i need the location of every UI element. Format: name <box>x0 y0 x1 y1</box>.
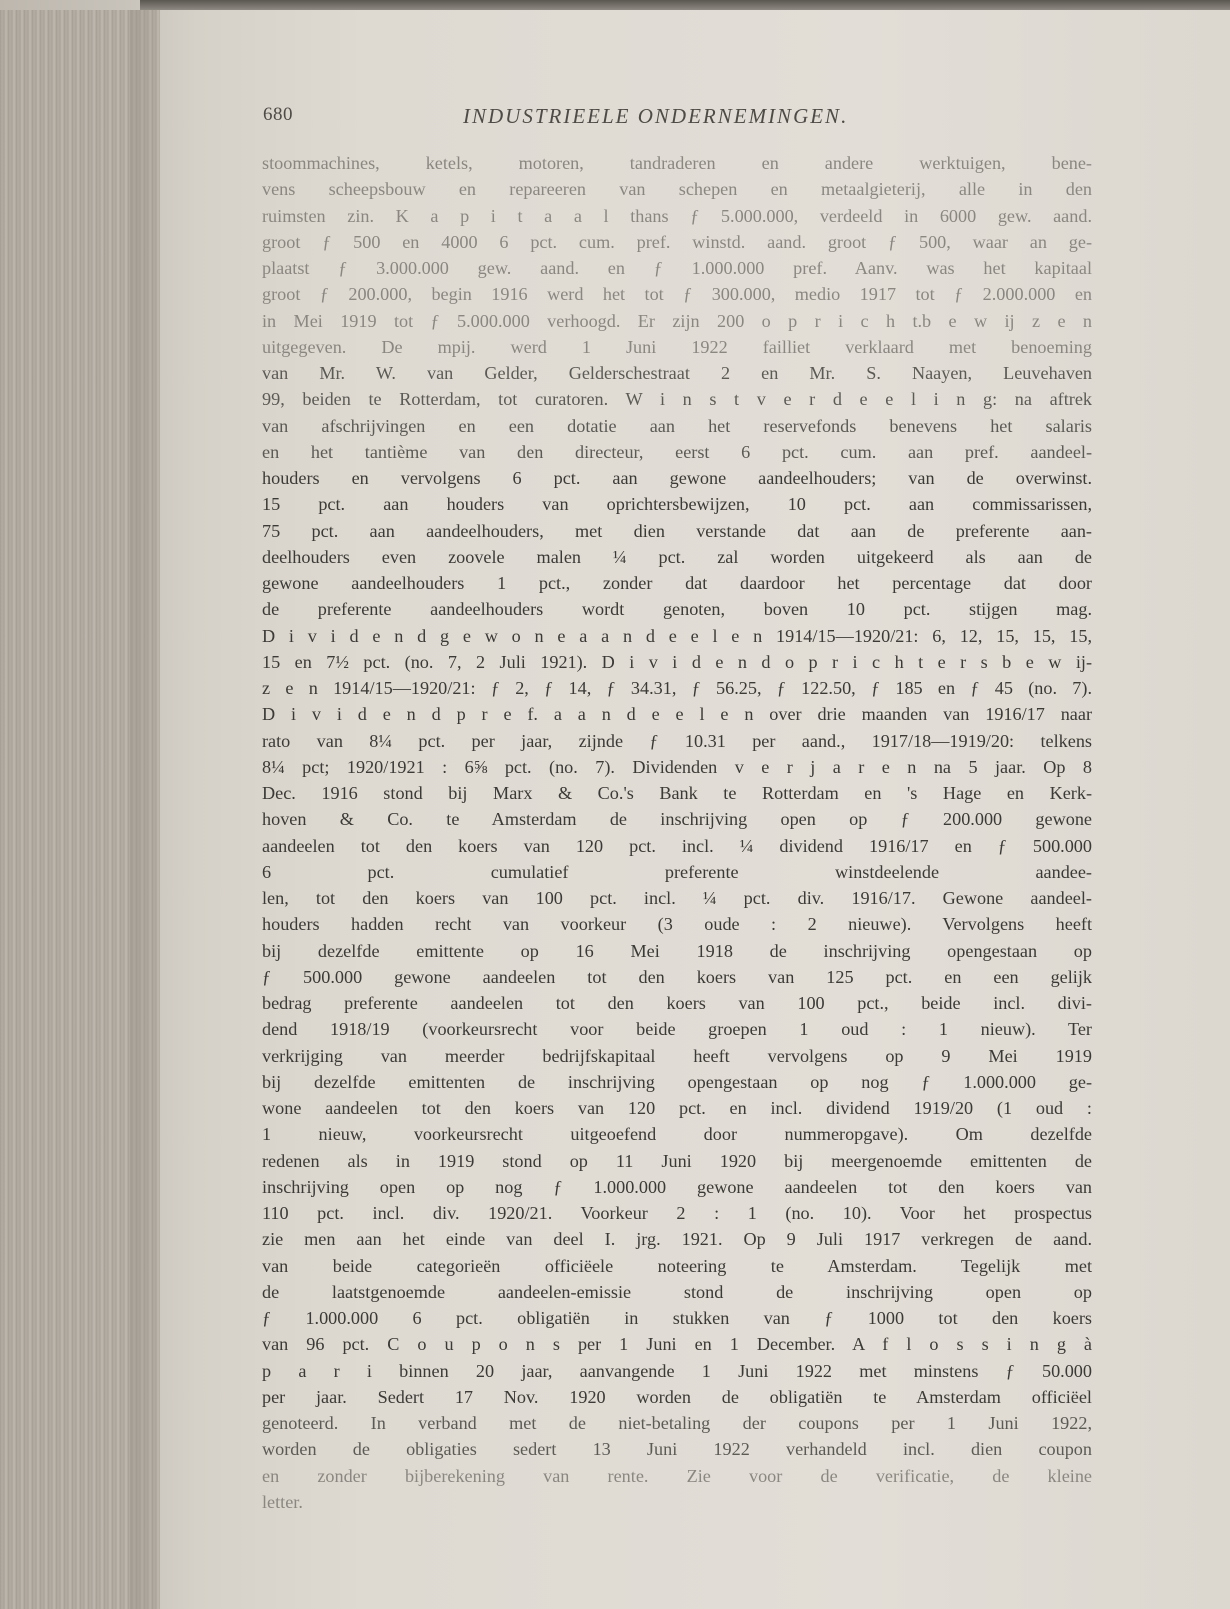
text-line: houders hadden recht van voorkeur (3 oude : 2 nieuwe). Vervolgens heeft <box>262 914 1092 935</box>
running-head <box>263 104 1083 134</box>
scan-top-border <box>140 0 1230 10</box>
text-line: van beide categorieën officiëele noteering te Amsterdam. Tegelijk met <box>262 1255 1092 1276</box>
text-line: zie men aan het einde van deel I. jrg. 1921. Op 9 Juli 1917 verkregen de aand. <box>262 1229 1092 1250</box>
text-line: p a r i binnen 20 jaar, aanvangende 1 Juni 1922 met minstens ƒ 50.000 <box>262 1360 1092 1381</box>
text-line: bedrag preferente aandeelen tot den koers van 100 pct., beide incl. divi- <box>262 993 1092 1013</box>
text-line: aandeelen tot den koers van 120 pct. incl. ¼ dividend 1916/17 en ƒ 500.000 <box>262 835 1092 856</box>
text-line: bij dezelfde emittente op 16 Mei 1918 de inschrijving opengestaan op <box>262 940 1092 961</box>
text-line: dend 1918/19 (voorkeursrecht voor beide groepen 1 oud : 1 nieuw). Ter <box>262 1019 1092 1040</box>
text-line: van 96 pct. C o u p o n s per 1 Juni en 1 December. A f l o s s i n g à <box>262 1334 1092 1355</box>
text-line: redenen als in 1919 stond op 11 Juni 1920 bij meergenoemde emittenten de <box>262 1150 1092 1171</box>
text-line: groot ƒ 500 en 4000 6 pct. cum. pref. winstd. aand. groot ƒ 500, waar an ge- <box>262 231 1092 252</box>
text-line: en het tantième van den directeur, eerst 6 pct. cum. aan pref. aandeel- <box>262 441 1092 462</box>
text-line: van afschrijvingen en een dotatie aan het reservefonds benevens het salaris <box>262 415 1092 436</box>
text-line: rato van 8¼ pct. per jaar, zijnde ƒ 10.31 per aand., 1917/18—1919/20: telkens <box>262 730 1092 751</box>
text-line: vens scheepsbouw en repareeren van schepen en metaalgieterij, alle in den <box>262 179 1092 200</box>
text-line: groot ƒ 200.000, begin 1916 werd het tot ƒ 300.000, medio 1917 tot ƒ 2.000.000 en <box>262 284 1092 305</box>
text-line: len, tot den koers van 100 pct. incl. ¼ pct. div. 1916/17. Gewone aandeel- <box>262 888 1092 908</box>
text-line: hoven & Co. te Amsterdam de inschrijving open op ƒ 200.000 gewone <box>262 809 1092 830</box>
text-line: van Mr. W. van Gelder, Gelderschestraat 2 en Mr. S. Naayen, Leuvehaven <box>262 363 1092 383</box>
text-line: de laatstgenoemde aandeelen-emissie stond de inschrijving open op <box>262 1281 1092 1302</box>
text-line: de preferente aandeelhouders wordt genoten, boven 10 pct. stijgen mag. <box>262 599 1092 620</box>
text-line: en zonder bijberekening van rente. Zie voor de verificatie, de kleine <box>262 1465 1092 1486</box>
text-line: D i v i d e n d p r e f. a a n d e e l e n over drie maanden van 1916/17 naar <box>262 704 1092 725</box>
text-line: 15 en 7½ pct. (no. 7, 2 Juli 1921). D i v i d e n d o p r i c h t e r s b e w ij- <box>262 651 1092 672</box>
text-line: worden de obligaties sedert 13 Juni 1922 verhandeld incl. dien coupon <box>262 1439 1092 1460</box>
text-line: houders en vervolgens 6 pct. aan gewone aandeelhouders; van de overwinst. <box>262 468 1092 488</box>
text-line: D i v i d e n d g e w o n e a a n d e e l e n 1914/15—1920/21: 6, 12, 15, 15, 15, <box>262 625 1092 646</box>
text-line: z e n 1914/15—1920/21: ƒ 2, ƒ 14, ƒ 34.31, ƒ 56.25, ƒ 122.50, ƒ 185 en ƒ 45 (no. 7). <box>262 678 1092 698</box>
text-line: 6 pct. cumulatief preferente winstdeelende aandee- <box>262 861 1092 882</box>
text-line: 1 nieuw, voorkeursrecht uitgeoefend door nummeropgave). Om dezelfde <box>262 1124 1092 1145</box>
text-line: 8¼ pct; 1920/1921 : 6⅝ pct. (no. 7). Dividenden v e r j a r e n na 5 jaar. Op 8 <box>262 756 1092 777</box>
text-line: verkrijging van meerder bedrijfskapitaal heeft vervolgens op 9 Mei 1919 <box>262 1045 1092 1066</box>
text-line: deelhouders even zoovele malen ¼ pct. zal worden uitgekeerd als aan de <box>262 546 1092 567</box>
text-line: bij dezelfde emittenten de inschrijving opengestaan op nog ƒ 1.000.000 ge- <box>262 1071 1092 1092</box>
text-line: plaatst ƒ 3.000.000 gew. aand. en ƒ 1.000.000 pref. Aanv. was het kapitaal <box>262 258 1092 278</box>
stacked-page-edges <box>0 10 160 1609</box>
text-line: 75 pct. aan aandeelhouders, met dien verstande dat aan de preferente aan- <box>262 520 1092 541</box>
running-title: INDUSTRIEELE ONDERNEMINGEN. <box>463 104 849 128</box>
page-number: 680 <box>263 104 293 125</box>
text-line: letter. <box>262 1491 303 1512</box>
text-line: ruimsten zin. K a p i t a a l thans ƒ 5.000.000, verdeeld in 6000 gew. aand. <box>262 205 1092 226</box>
text-line: wone aandeelen tot den koers van 120 pct. en incl. dividend 1919/20 (1 oud : <box>262 1098 1092 1118</box>
text-line: 99, beiden te Rotterdam, tot curatoren. W i n s t v e r d e e l i n g: na aftrek <box>262 389 1092 410</box>
text-line: inschrijving open op nog ƒ 1.000.000 gewone aandeelen tot den koers van <box>262 1176 1092 1197</box>
text-line: Dec. 1916 stond bij Marx & Co.'s Bank te Rotterdam en 's Hage en Kerk- <box>262 783 1092 803</box>
text-line: genoteerd. In verband met de niet-betaling der coupons per 1 Juni 1922, <box>262 1413 1092 1433</box>
text-line: ƒ 1.000.000 6 pct. obligatiën in stukken van ƒ 1000 tot den koers <box>262 1308 1092 1328</box>
text-line: in Mei 1919 tot ƒ 5.000.000 verhoogd. Er zijn 200 o p r i c h t.b e w ij z e n <box>262 310 1092 331</box>
text-line: ƒ 500.000 gewone aandeelen tot den koers van 125 pct. en een gelijk <box>262 966 1092 987</box>
text-line: per jaar. Sedert 17 Nov. 1920 worden de obligatiën te Amsterdam officiëel <box>262 1386 1092 1407</box>
text-line: stoommachines, ketels, motoren, tandraderen en andere werktuigen, bene- <box>262 153 1092 173</box>
body-text <box>262 150 1092 1515</box>
text-line: 110 pct. incl. div. 1920/21. Voorkeur 2 : 1 (no. 10). Voor het prospectus <box>262 1203 1092 1223</box>
text-line: uitgegeven. De mpij. werd 1 Juni 1922 failliet verklaard met benoeming <box>262 336 1092 357</box>
text-line: gewone aandeelhouders 1 pct., zonder dat daardoor het percentage dat door <box>262 573 1092 593</box>
text-line: 15 pct. aan houders van oprichtersbewijzen, 10 pct. aan commissarissen, <box>262 494 1092 515</box>
